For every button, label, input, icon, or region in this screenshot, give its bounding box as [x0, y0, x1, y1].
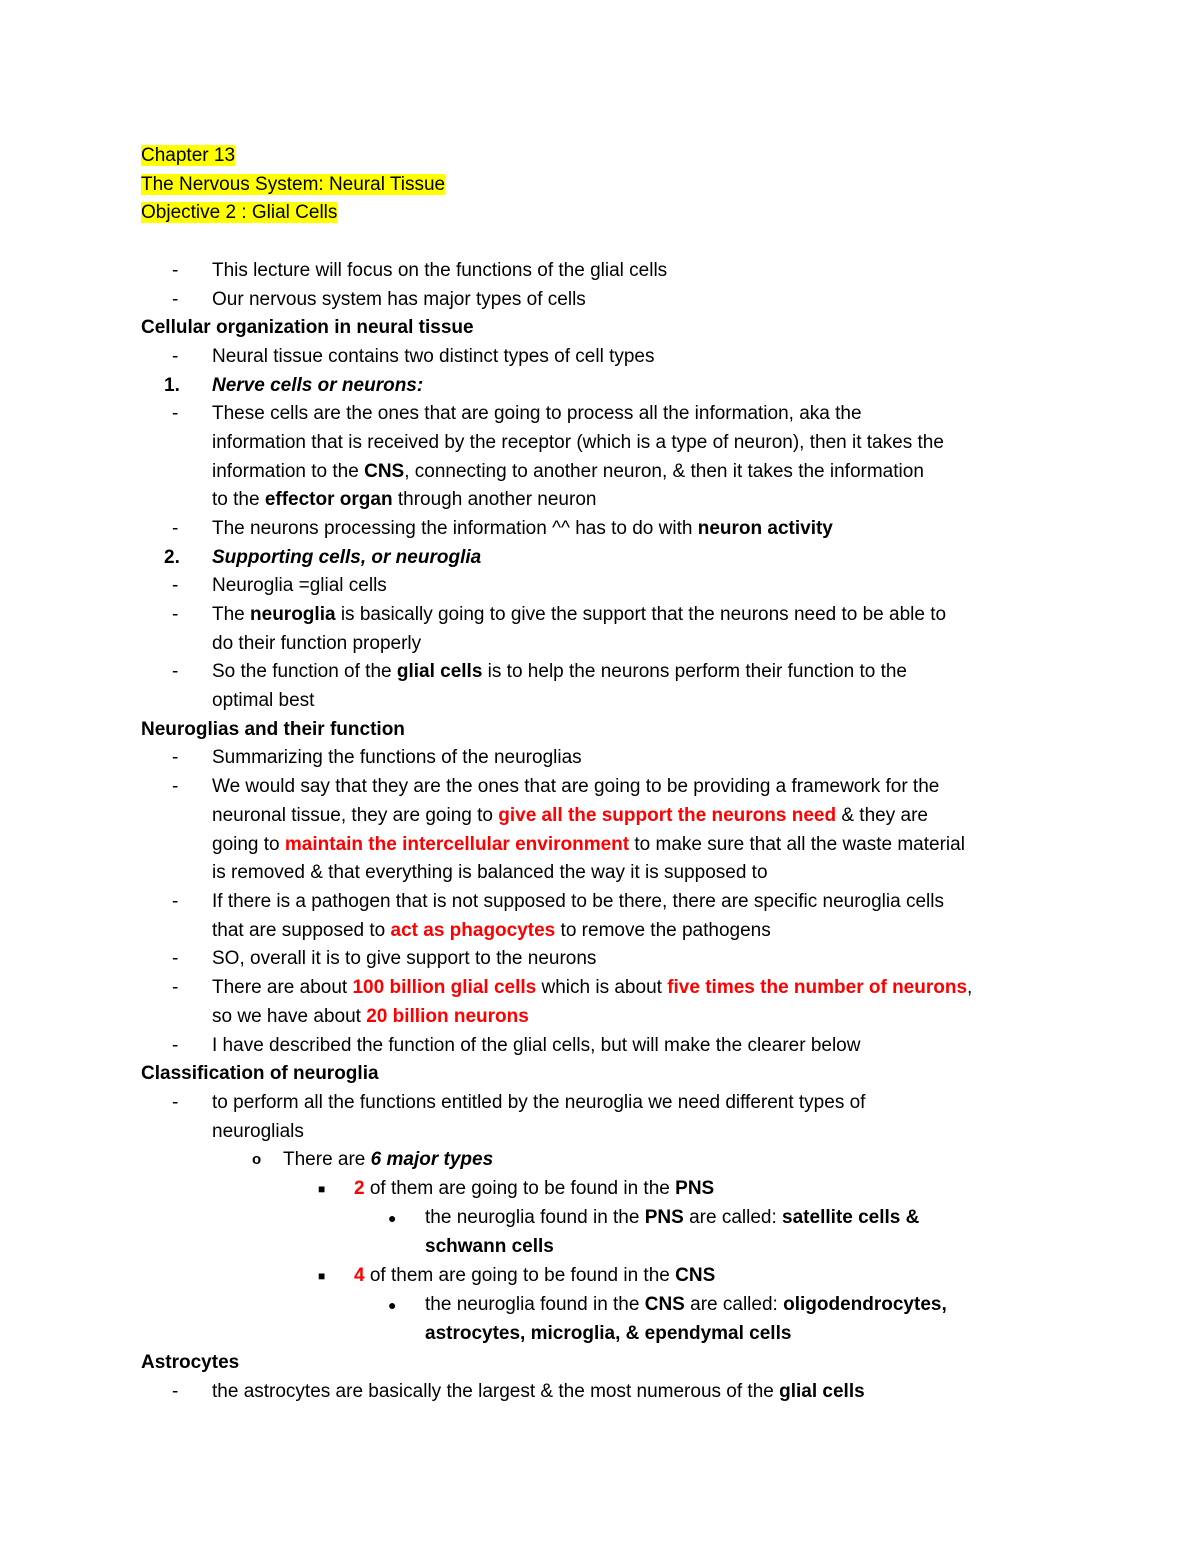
text-run: to remove the pathogens	[555, 920, 771, 941]
cellular-bullet-2-line-2: information that is received by the receptor (which is a type of neuron), then it takes the	[212, 432, 944, 453]
text-run: to the	[212, 489, 265, 510]
text-run-bold: glial cells	[396, 661, 483, 682]
text-run: the neuroglia found in the	[425, 1207, 645, 1228]
text-run-bold: neuroglia	[250, 604, 336, 625]
text-run: The	[212, 604, 251, 625]
classification-sub-1	[283, 1146, 493, 1174]
cellular-bullet-5-line-2: do their function properly	[212, 633, 422, 654]
intro-bullet-1: This lecture will focus on the functions of the glial cells	[212, 260, 668, 281]
text-run-bold: glial cells	[779, 1381, 865, 1402]
text-run: that are supposed to	[212, 920, 391, 941]
section-heading-function: Neuroglias and their function	[141, 719, 405, 740]
function-bullet-2-line-4: is removed & that everything is balanced the way it is supposed to	[212, 862, 768, 883]
list-number-1: 1.	[164, 375, 180, 396]
text-run-bold: effector organ	[264, 489, 393, 510]
text-run: There are about	[212, 977, 353, 998]
classification-pns-count	[354, 1175, 714, 1203]
subtitle	[141, 171, 445, 199]
square-bullet: ■	[318, 1269, 326, 1283]
bullet-dash: -	[172, 1092, 179, 1113]
classification-pns-line-1	[425, 1204, 919, 1232]
bullet-dash: -	[172, 1381, 179, 1402]
astrocytes-bullet-1	[212, 1378, 865, 1406]
text-run: the neuroglia found in the	[425, 1294, 645, 1315]
text-run-bold: CNS	[675, 1265, 716, 1286]
chapter-label: Chapter 13	[141, 145, 236, 166]
text-run-bold: PNS	[675, 1178, 715, 1199]
classification-bullet-1-line-2: neuroglials	[212, 1121, 304, 1142]
function-bullet-5-line-1	[212, 974, 972, 1002]
text-run: of them are going to be found in the	[364, 1178, 676, 1199]
cellular-numbered-1: Nerve cells or neurons:	[212, 375, 424, 396]
bullet-dash: -	[172, 604, 179, 625]
section-heading-classification: Classification of neuroglia	[141, 1063, 379, 1084]
classification-cns-line-1	[425, 1291, 947, 1319]
cellular-bullet-1: Neural tissue contains two distinct types of cell types	[212, 346, 655, 367]
function-bullet-3-line-1: If there is a pathogen that is not supposed to be there, there are specific neuroglia cells	[212, 891, 944, 912]
text-run-red: 2	[354, 1178, 365, 1199]
bullet-dash: -	[172, 260, 179, 281]
text-run: So the function of the	[212, 661, 397, 682]
bullet-dash: -	[172, 776, 179, 797]
cellular-bullet-6-line-1	[212, 658, 907, 686]
bullet-dash: -	[172, 891, 179, 912]
chapter-title	[141, 142, 235, 170]
text-run: to make sure that all the waste material	[629, 834, 965, 855]
text-run: are called:	[684, 1294, 784, 1315]
bullet-dash: -	[172, 661, 179, 682]
classification-cns-count	[354, 1262, 715, 1290]
text-run-bold: CNS	[644, 1294, 685, 1315]
bullet-dash: -	[172, 747, 179, 768]
classification-cns-line-2: astrocytes, microglia, & ependymal cells	[425, 1323, 792, 1344]
text-run-red: five times the number of neurons	[667, 977, 968, 998]
cellular-bullet-2-line-3	[212, 458, 924, 486]
text-run-bold: neuron activity	[697, 518, 833, 539]
classification-pns-line-2: schwann cells	[425, 1236, 554, 1257]
cellular-bullet-5-line-1	[212, 601, 946, 629]
text-run: of them are going to be found in the	[364, 1265, 676, 1286]
text-run: & they are	[836, 805, 928, 826]
text-run-bold-italic: 6 major types	[370, 1149, 494, 1170]
bullet-dash: -	[172, 948, 179, 969]
square-bullet: ■	[318, 1182, 326, 1196]
text-run-bold: CNS	[364, 461, 405, 482]
function-bullet-4: SO, overall it is to give support to the neurons	[212, 948, 597, 969]
objective-title	[141, 199, 337, 227]
text-run-bold: satellite cells &	[782, 1207, 920, 1228]
bullet-dash: -	[172, 403, 179, 424]
dot-bullet: ●	[388, 1210, 397, 1226]
cellular-numbered-2: Supporting cells, or neuroglia	[212, 547, 482, 568]
intro-bullet-2: Our nervous system has major types of cells	[212, 289, 586, 310]
function-bullet-3-line-2	[212, 917, 771, 945]
text-run: There are	[283, 1149, 371, 1170]
bullet-dash: -	[172, 575, 179, 596]
objective-text: Objective 2 : Glial Cells	[141, 202, 338, 223]
text-run: through another neuron	[392, 489, 597, 510]
dot-bullet: ●	[388, 1297, 397, 1313]
function-bullet-1: Summarizing the functions of the neuroglias	[212, 747, 582, 768]
function-bullet-2-line-1: We would say that they are the ones that are going to be providing a framework for the	[212, 776, 940, 797]
text-run: so we have about	[212, 1006, 367, 1027]
text-run-red: act as phagocytes	[390, 920, 556, 941]
bullet-dash: -	[172, 518, 179, 539]
text-run-red: give all the support the neurons need	[498, 805, 837, 826]
text-run-red: 4	[354, 1265, 365, 1286]
text-run: information to the	[212, 461, 365, 482]
cellular-bullet-6-line-2: optimal best	[212, 690, 315, 711]
function-bullet-5-line-2	[212, 1003, 529, 1031]
bullet-dash: -	[172, 346, 179, 367]
text-run-red: 100 billion glial cells	[352, 977, 537, 998]
list-number-2: 2.	[164, 547, 180, 568]
text-run: is to help the neurons perform their function to the	[482, 661, 907, 682]
text-run-red: maintain the intercellular environment	[284, 834, 630, 855]
text-run: going to	[212, 834, 285, 855]
text-run: the astrocytes are basically the largest & the most numerous of the	[212, 1381, 780, 1402]
section-heading-cellular: Cellular organization in neural tissue	[141, 317, 474, 338]
text-run: , connecting to another neuron, & then it takes the information	[404, 461, 924, 482]
text-run: neuronal tissue, they are going to	[212, 805, 499, 826]
text-run: The neurons processing the information ^^ has to do with	[212, 518, 698, 539]
text-run: are called:	[683, 1207, 783, 1228]
cellular-bullet-4: Neuroglia =glial cells	[212, 575, 387, 596]
text-run-red: 20 billion neurons	[366, 1006, 529, 1027]
function-bullet-2-line-2	[212, 802, 928, 830]
cellular-bullet-2-line-4	[212, 486, 596, 514]
text-run: which is about	[536, 977, 668, 998]
function-bullet-6: I have described the function of the glial cells, but will make the clearer below	[212, 1035, 861, 1056]
cellular-bullet-3	[212, 515, 833, 543]
circle-bullet: o	[252, 1151, 262, 1168]
bullet-dash: -	[172, 289, 179, 310]
text-run: ,	[967, 977, 973, 998]
subtitle-text: The Nervous System: Neural Tissue	[141, 174, 446, 195]
cellular-bullet-2-line-1: These cells are the ones that are going to process all the information, aka the	[212, 403, 862, 424]
text-run-bold: oligodendrocytes,	[783, 1294, 947, 1315]
classification-bullet-1-line-1: to perform all the functions entitled by the neuroglia we need different types of	[212, 1092, 866, 1113]
section-heading-astrocytes: Astrocytes	[141, 1352, 240, 1373]
text-run-bold: PNS	[644, 1207, 684, 1228]
bullet-dash: -	[172, 977, 179, 998]
bullet-dash: -	[172, 1035, 179, 1056]
text-run: is basically going to give the support that the neurons need to be able to	[335, 604, 947, 625]
function-bullet-2-line-3	[212, 831, 965, 859]
